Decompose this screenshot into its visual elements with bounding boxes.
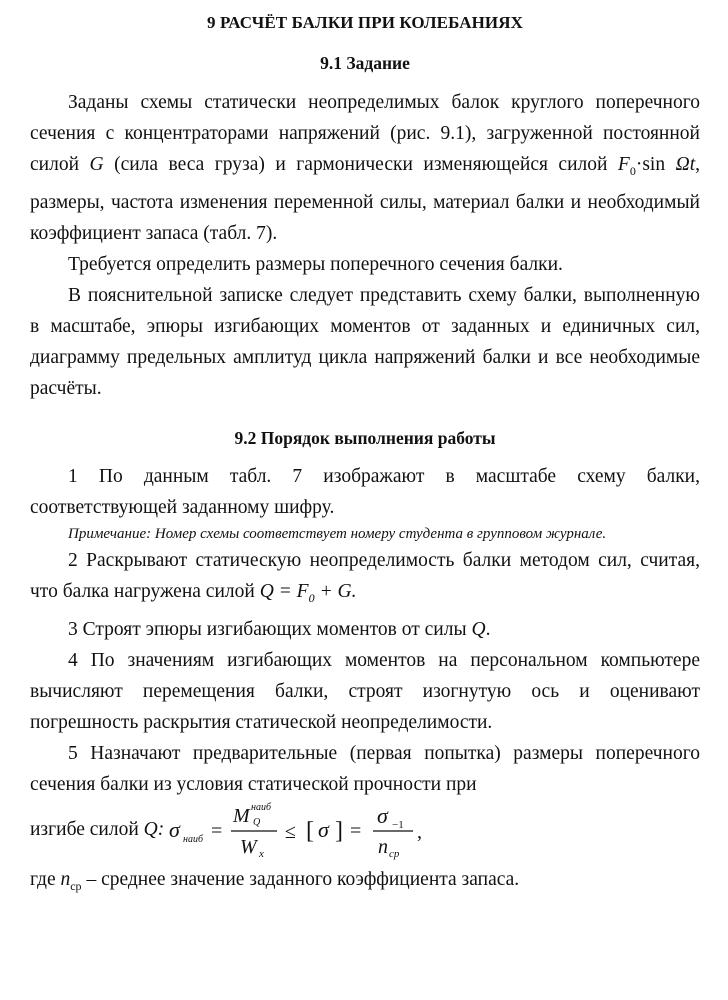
task-paragraph-1 <box>30 87 700 249</box>
symbol-omega-t: Ωt <box>675 154 696 175</box>
strength-condition-line <box>30 800 700 860</box>
text-run: – среднее значение заданного коэффициента запаса. <box>81 868 520 890</box>
text-run: (сила веса груза) и гармонически изменяющейся силой <box>103 154 618 175</box>
text-run: Заданы схемы статически неопределимых балок круглого поперечного сечения с концентраторами напряжений (рис. 9.1), загруженной постоянной силой <box>30 92 700 175</box>
section-modulus-symbol: W <box>240 835 257 858</box>
bracket-left: [ <box>306 817 314 844</box>
section-modulus-subscript: x <box>259 847 264 860</box>
task-paragraph-3: В пояснительной записке следует представить схему балки, выполненную в масштабе, эпюры изгибающих моментов от заданных и единичных сил, диаграмму предельных амплитуд цикла напряжений балки и все необходимые расчёты. <box>30 284 700 399</box>
chapter-title: 9 РАСЧЁТ БАЛКИ ПРИ КОЛЕБАНИЯХ <box>207 13 523 32</box>
formula-comma: , <box>417 820 422 843</box>
endurance-sigma-subscript: −1 <box>392 818 404 831</box>
text-run: где <box>30 868 61 890</box>
text-run: , размеры, частота изменения переменной силы, материал балки и необходимый коэффициент запаса (табл. 7). <box>30 154 700 244</box>
bracket-right: ] <box>335 817 343 844</box>
moment-symbol: M <box>233 804 250 827</box>
text-run: . <box>485 618 491 640</box>
section-heading-procedure: 9.2 Порядок выполнения работы <box>234 427 496 448</box>
document-page <box>30 0 700 902</box>
symbol-Q: Q <box>471 618 486 640</box>
formula-Q: Q = F <box>259 580 309 602</box>
procedure-step-2 <box>30 545 700 614</box>
procedure-step-5: 5 Назначают предварительные (первая попытка) размеры поперечного сечения балки из условия статической прочности при <box>30 742 700 795</box>
symbol-n-subscript: ср <box>70 878 82 893</box>
leq-sign: ≤ <box>285 820 296 843</box>
endurance-sigma-symbol: σ <box>377 802 388 828</box>
safety-factor-symbol: n <box>378 835 388 858</box>
symbol-Q: Q: <box>143 818 165 840</box>
formula-end: + G. <box>314 580 357 602</box>
symbol-n: n <box>60 868 71 890</box>
symbol-G: G <box>89 154 104 175</box>
symbol-F-subscript: 0 <box>629 163 636 178</box>
text-run: изгибе силой <box>30 818 144 840</box>
procedure-step-4: 4 По значениям изгибающих моментов на персональном компьютере вычисляют перемещения балки, строят изогнутую ось и оценивают погрешность раскрытия статической неопределимости. <box>30 649 700 733</box>
definition-line <box>30 864 700 902</box>
symbol-F: F <box>617 154 630 175</box>
strength-formula <box>167 800 507 862</box>
equals-sign-2: = <box>350 819 362 842</box>
sigma-subscript: наиб <box>183 833 203 845</box>
moment-subscript: Q <box>253 816 261 828</box>
text-run: 2 Раскрывают статическую неопределимость балки методом сил, считая, что балка нагружена силой <box>30 549 700 602</box>
section-heading-task: 9.1 Задание <box>320 53 410 73</box>
text-run: 3 Строят эпюры изгибающих моментов от силы <box>68 618 472 640</box>
procedure-step-1: 1 По данным табл. 7 изображают в масштабе схему балки, соответствующей заданному шифру. <box>30 465 700 518</box>
procedure-step-3 <box>30 614 700 645</box>
formula-prefix <box>30 814 164 845</box>
equals-sign: = <box>211 819 223 842</box>
safety-factor-subscript: ср <box>389 847 400 860</box>
procedure-note: Примечание: Номер схемы соответствует номеру студента в групповом журнале. <box>68 525 607 542</box>
sin-text: ·sin <box>635 154 676 175</box>
formula-subscript: 0 <box>308 590 315 605</box>
allowable-sigma-symbol: σ <box>318 816 329 842</box>
sigma-symbol: σ <box>169 816 180 842</box>
task-paragraph-2: Требуется определить размеры поперечного сечения балки. <box>68 253 563 275</box>
moment-superscript: наиб <box>251 801 271 813</box>
